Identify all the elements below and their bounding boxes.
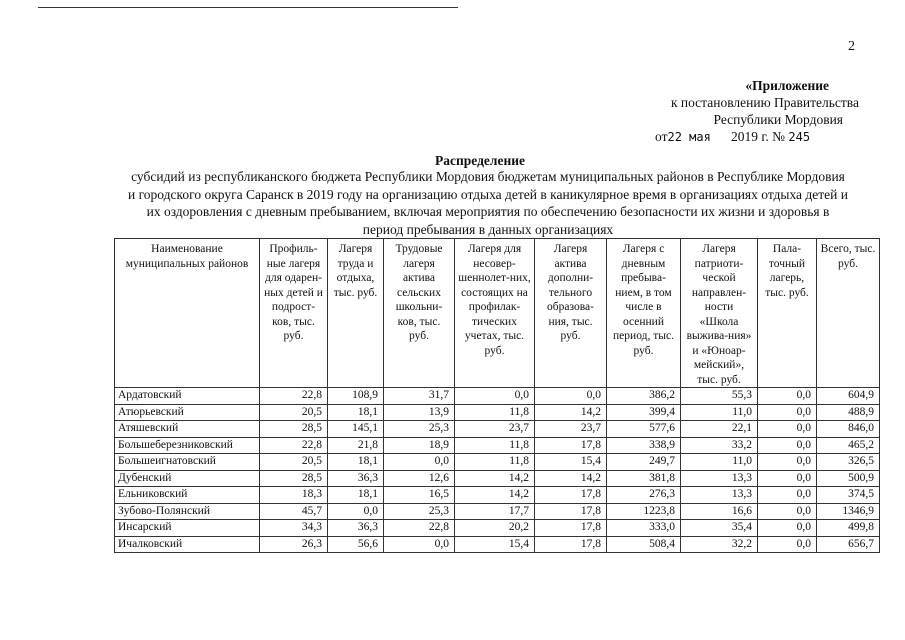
value-cell: 14,2 bbox=[535, 470, 607, 487]
value-cell: 17,8 bbox=[535, 536, 607, 553]
value-cell: 16,6 bbox=[681, 503, 758, 520]
value-cell: 18,3 bbox=[260, 487, 328, 504]
date-year-group bbox=[731, 128, 810, 146]
value-cell: 15,4 bbox=[455, 536, 535, 553]
page-number: 2 bbox=[848, 39, 855, 54]
value-cell: 0,0 bbox=[758, 503, 817, 520]
value-cell: 0,0 bbox=[758, 487, 817, 504]
district-name-cell: Большеберезниковский bbox=[115, 437, 260, 454]
value-cell: 499,8 bbox=[817, 520, 880, 537]
value-cell: 276,3 bbox=[607, 487, 681, 504]
district-name-cell: Инсарский bbox=[115, 520, 260, 537]
district-name-cell: Дубенский bbox=[115, 470, 260, 487]
value-cell: 508,4 bbox=[607, 536, 681, 553]
value-cell: 22,1 bbox=[681, 421, 758, 438]
district-name-cell: Ельниковский bbox=[115, 487, 260, 504]
value-cell: 249,7 bbox=[607, 454, 681, 471]
appendix-line-republic: Республики Мордовия bbox=[713, 112, 843, 127]
header-tent-camp: Пала-точный лагерь, тыс. руб. bbox=[758, 239, 817, 388]
value-cell: 326,5 bbox=[817, 454, 880, 471]
value-cell: 108,9 bbox=[328, 388, 384, 405]
value-cell: 17,8 bbox=[535, 520, 607, 537]
value-cell: 1346,9 bbox=[817, 503, 880, 520]
value-cell: 374,5 bbox=[817, 487, 880, 504]
value-cell: 0,0 bbox=[758, 404, 817, 421]
appendix-block bbox=[559, 77, 859, 146]
value-cell: 32,2 bbox=[681, 536, 758, 553]
district-name-cell: Атюрьевский bbox=[115, 404, 260, 421]
table-row bbox=[115, 520, 880, 537]
date-prefix: от bbox=[655, 129, 668, 144]
value-cell: 45,7 bbox=[260, 503, 328, 520]
value-cell: 11,0 bbox=[681, 454, 758, 471]
header-total: Всего, тыс. руб. bbox=[817, 239, 880, 388]
value-cell: 14,2 bbox=[455, 487, 535, 504]
value-cell: 0,0 bbox=[758, 388, 817, 405]
value-cell: 36,3 bbox=[328, 520, 384, 537]
table-row bbox=[115, 437, 880, 454]
value-cell: 333,0 bbox=[607, 520, 681, 537]
value-cell: 488,9 bbox=[817, 404, 880, 421]
value-cell: 500,9 bbox=[817, 470, 880, 487]
appendix-line-decree: к постановлению Правительства bbox=[670, 95, 859, 110]
value-cell: 1223,8 bbox=[607, 503, 681, 520]
value-cell: 13,3 bbox=[681, 487, 758, 504]
subsidy-table bbox=[114, 238, 880, 553]
value-cell: 11,8 bbox=[455, 437, 535, 454]
header-district-name: Наименование муниципальных районов bbox=[115, 239, 260, 388]
value-cell: 23,7 bbox=[535, 421, 607, 438]
top-rule bbox=[38, 7, 458, 8]
table-row bbox=[115, 470, 880, 487]
value-cell: 0,0 bbox=[758, 421, 817, 438]
header-labor-camps: Лагеря труда и отдыха, тыс. руб. bbox=[328, 239, 384, 388]
value-cell: 399,4 bbox=[607, 404, 681, 421]
value-cell: 35,4 bbox=[681, 520, 758, 537]
value-cell: 55,3 bbox=[681, 388, 758, 405]
header-prevention-camps: Лагеря для несовер-шеннолет-них, состоящих на профилак-тических учетах, тыс. руб. bbox=[455, 239, 535, 388]
value-cell: 846,0 bbox=[817, 421, 880, 438]
value-cell: 604,9 bbox=[817, 388, 880, 405]
value-cell: 18,1 bbox=[328, 487, 384, 504]
table-header-row bbox=[115, 239, 880, 388]
value-cell: 0,0 bbox=[455, 388, 535, 405]
header-patriotic-camps: Лагеря патриоти-ческой направлен-ности «Школа выжива-ния» и «Юноар-мейский», тыс. руб. bbox=[681, 239, 758, 388]
district-name-cell: Зубово-Полянский bbox=[115, 503, 260, 520]
value-cell: 0,0 bbox=[384, 536, 455, 553]
date-year: 2019 г. № bbox=[731, 129, 786, 144]
table-row bbox=[115, 487, 880, 504]
header-extra-education-camps: Лагеря актива дополни-тельного образова-ния, тыс. руб. bbox=[535, 239, 607, 388]
value-cell: 0,0 bbox=[758, 470, 817, 487]
value-cell: 18,1 bbox=[328, 404, 384, 421]
district-name-cell: Большеигнатовский bbox=[115, 454, 260, 471]
value-cell: 56,6 bbox=[328, 536, 384, 553]
appendix-date-line bbox=[559, 128, 859, 146]
value-cell: 145,1 bbox=[328, 421, 384, 438]
appendix-title: «Приложение bbox=[745, 78, 829, 93]
value-cell: 17,8 bbox=[535, 503, 607, 520]
decree-number: 245 bbox=[788, 130, 811, 144]
value-cell: 577,6 bbox=[607, 421, 681, 438]
value-cell: 0,0 bbox=[758, 536, 817, 553]
table-row bbox=[115, 503, 880, 520]
value-cell: 33,2 bbox=[681, 437, 758, 454]
value-cell: 28,5 bbox=[260, 421, 328, 438]
document-subtitle: субсидий из республиканского бюджета Республики Мордовия бюджетам муниципальных районов в Республике Мордовия и городского округа Саранск в 2019 году на организацию отдыха детей в каникулярное время в организациях отдыха детей и их оздоровления с дневным пребыванием, включая мероприятия по обеспечению безопасности их жизни и здоровья в период пребывания в данных организациях bbox=[128, 169, 849, 237]
value-cell: 28,5 bbox=[260, 470, 328, 487]
value-cell: 18,1 bbox=[328, 454, 384, 471]
table-row bbox=[115, 536, 880, 553]
value-cell: 465,2 bbox=[817, 437, 880, 454]
header-rural-labor-camps: Трудовые лагеря актива сельских школьни-ков, тыс. руб. bbox=[384, 239, 455, 388]
value-cell: 34,3 bbox=[260, 520, 328, 537]
value-cell: 25,3 bbox=[384, 421, 455, 438]
value-cell: 22,8 bbox=[260, 388, 328, 405]
value-cell: 17,8 bbox=[535, 487, 607, 504]
value-cell: 17,8 bbox=[535, 437, 607, 454]
value-cell: 17,7 bbox=[455, 503, 535, 520]
value-cell: 381,8 bbox=[607, 470, 681, 487]
value-cell: 15,4 bbox=[535, 454, 607, 471]
table-row bbox=[115, 388, 880, 405]
value-cell: 11,8 bbox=[455, 454, 535, 471]
value-cell: 338,9 bbox=[607, 437, 681, 454]
value-cell: 20,5 bbox=[260, 454, 328, 471]
value-cell: 13,3 bbox=[681, 470, 758, 487]
district-name-cell: Атяшевский bbox=[115, 421, 260, 438]
value-cell: 21,8 bbox=[328, 437, 384, 454]
value-cell: 22,8 bbox=[260, 437, 328, 454]
value-cell: 11,0 bbox=[681, 404, 758, 421]
table-row bbox=[115, 421, 880, 438]
value-cell: 36,3 bbox=[328, 470, 384, 487]
value-cell: 16,5 bbox=[384, 487, 455, 504]
date-handwritten: 22 мая bbox=[667, 130, 711, 144]
value-cell: 26,3 bbox=[260, 536, 328, 553]
value-cell: 656,7 bbox=[817, 536, 880, 553]
value-cell: 0,0 bbox=[535, 388, 607, 405]
value-cell: 0,0 bbox=[384, 454, 455, 471]
value-cell: 22,8 bbox=[384, 520, 455, 537]
district-name-cell: Ардатовский bbox=[115, 388, 260, 405]
value-cell: 0,0 bbox=[758, 437, 817, 454]
value-cell: 13,9 bbox=[384, 404, 455, 421]
value-cell: 25,3 bbox=[384, 503, 455, 520]
value-cell: 386,2 bbox=[607, 388, 681, 405]
value-cell: 14,2 bbox=[455, 470, 535, 487]
value-cell: 20,2 bbox=[455, 520, 535, 537]
table-body bbox=[115, 388, 880, 553]
table-row bbox=[115, 454, 880, 471]
value-cell: 23,7 bbox=[455, 421, 535, 438]
header-profile-camps: Профиль-ные лагеря для одарен-ных детей и подрост-ков, тыс. руб. bbox=[260, 239, 328, 388]
value-cell: 0,0 bbox=[328, 503, 384, 520]
document-title: Распределение bbox=[434, 153, 526, 168]
value-cell: 11,8 bbox=[455, 404, 535, 421]
value-cell: 20,5 bbox=[260, 404, 328, 421]
table-row bbox=[115, 404, 880, 421]
value-cell: 0,0 bbox=[758, 520, 817, 537]
value-cell: 0,0 bbox=[758, 454, 817, 471]
value-cell: 18,9 bbox=[384, 437, 455, 454]
value-cell: 12,6 bbox=[384, 470, 455, 487]
value-cell: 31,7 bbox=[384, 388, 455, 405]
district-name-cell: Ичалковский bbox=[115, 536, 260, 553]
header-day-camps: Лагеря с дневным пребыва-нием, в том числе в осенний период, тыс. руб. bbox=[607, 239, 681, 388]
value-cell: 14,2 bbox=[535, 404, 607, 421]
